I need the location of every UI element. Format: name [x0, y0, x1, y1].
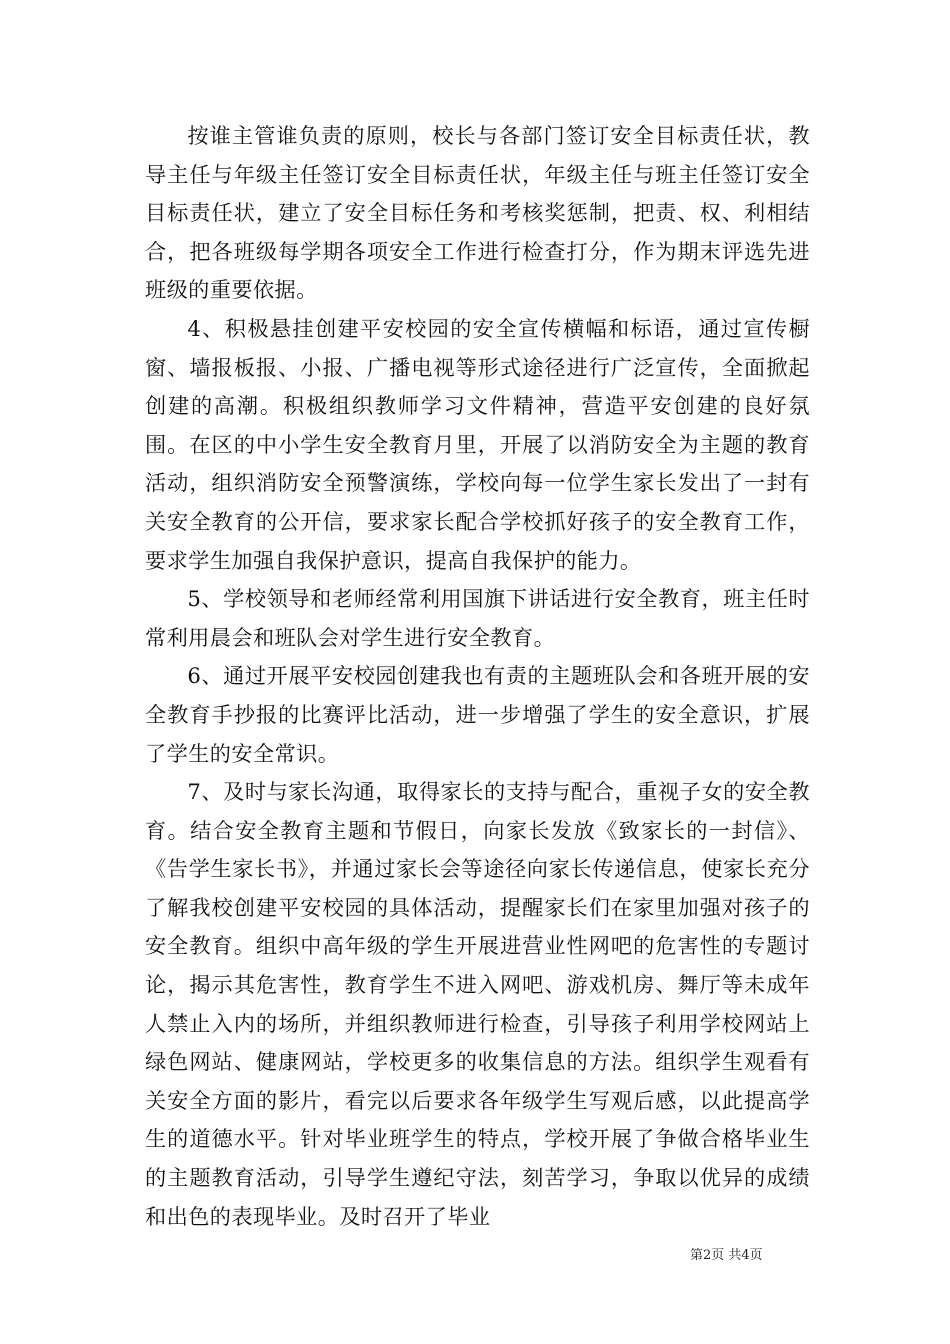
paragraph-item-7: 7、及时与家长沟通，取得家长的支持与配合，重视子女的安全教育。结合安全教育主题和节假日，向家长发放《致家长的一封信》、《告学生家长书》，并通过家长会等途径向家长传递信息，使家长充分了解我校创建平安校园的具体活动，提醒家长们在家里加强对孩子的安全教育。组织中高年级的学生开展进营业性网吧的危害性的专题讨论，揭示其危害性，教育学生不进入网吧、游戏机房、舞厅等未成年人禁止入内的场所，并组织教师进行检查，引导孩子利用学校网站上绿色网站、健康网站，学校更多的收集信息的方法。组织学生观看有关安全方面的影片，看完以后要求各年级学生写观后感，以此提高学生的道德水平。针对毕业班学生的特点，学校开展了争做合格毕业生的主题教育活动，引导学生遵纪守法，刻苦学习，争取以优异的成绩和出色的表现毕业。及时召开了毕业 — [145, 779, 810, 1229]
paragraph-item-6: 6、通过开展平安校园创建我也有责的主题班队会和各班开展的安全教育手抄报的比赛评比活动，进一步增强了学生的安全意识，扩展了学生的安全常识。 — [145, 663, 810, 766]
paragraph-item-4: 4、积极悬挂创建平安校园的安全宣传横幅和标语，通过宣传橱窗、墙报板报、小报、广播电视等形式途径进行广泛宣传，全面掀起创建的高潮。积极组织教师学习文件精神，营造平安创建的良好氛围。在区的中小学生安全教育月里，开展了以消防安全为主题的教育活动，组织消防安全预警演练，学校向每一位学生家长发出了一封有关安全教育的公开信，要求家长配合学校抓好孩子的安全教育工作，要求学生加强自我保护意识，提高自我保护的能力。 — [145, 315, 810, 573]
page-number: 第2页 共4页 — [690, 1248, 763, 1263]
document-body — [145, 117, 810, 1236]
paragraph-responsibility: 按谁主管谁负责的原则，校长与各部门签订安全目标责任状，教导主任与年级主任签订安全目标责任状，年级主任与班主任签订安全目标责任状，建立了安全目标任务和考核奖惩制，把责、权、利相结合，把各班级每学期各项安全工作进行检查打分，作为期末评选先进班级的重要依据。 — [145, 123, 810, 303]
paragraph-item-5: 5、学校领导和老师经常利用国旗下讲话进行安全教育，班主任时常利用晨会和班队会对学生进行安全教育。 — [145, 586, 810, 650]
